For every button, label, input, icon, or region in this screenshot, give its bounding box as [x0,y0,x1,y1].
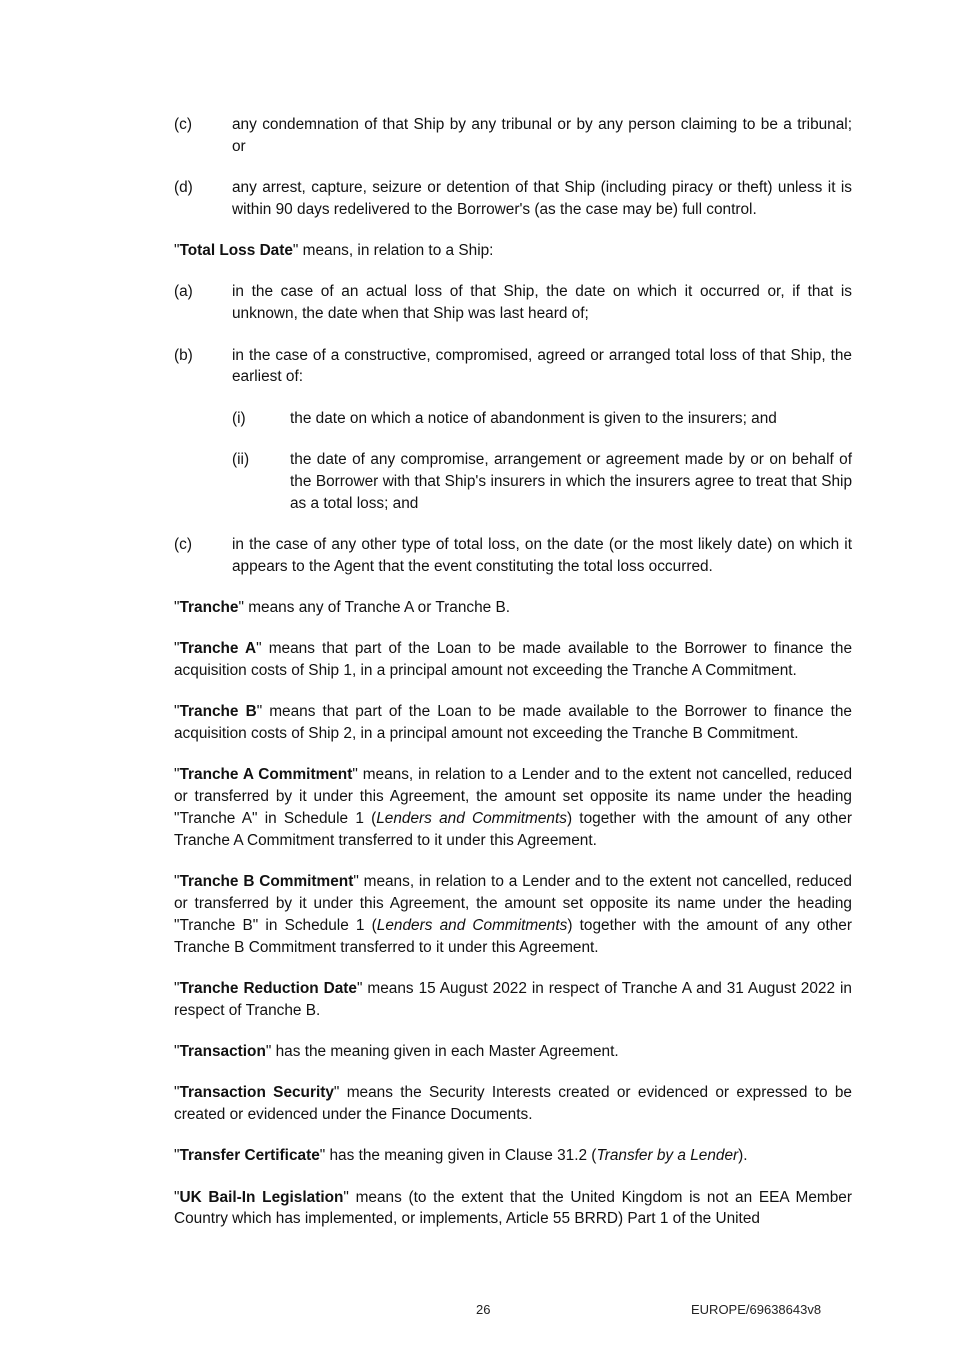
cross-reference: Lenders and Commitments [376,810,567,828]
definition-tranche-a-commitment: "Tranche A Commitment" means, in relation to a Lender and to the extent not cancelled, reduced or transferred by it under this Agreement, the amount set opposite its name under the heading "Tranche A" in Schedule 1 (Lenders and Commitments) together with the amount of any other Tranche A Commitment transferred to it under this Agreement. [174,766,852,849]
item-label: (a) [174,283,193,301]
defined-term: Transaction Security [179,1084,334,1102]
item-label: (d) [174,179,193,197]
definition-tranche-b: "Tranche B" means that part of the Loan to be made available to the Borrower to finance the acquisition costs of Ship 2, in a principal amount not exceeding the Tranche B Commitment. [174,703,852,743]
defined-term: Transfer Certificate [179,1147,320,1165]
document-body [174,114,852,1250]
item-label: (b) [174,346,193,364]
cross-reference: Transfer by a Lender [596,1147,739,1165]
list-item [174,281,852,325]
list-item [174,177,852,221]
definition-transaction: "Transaction" has the meaning given in each Master Agreement. [174,1042,619,1060]
item-text: the date on which a notice of abandonment is given to the insurers; and [290,409,777,427]
list-item [174,345,852,389]
defined-term: Tranche A [179,640,257,658]
sub-list-item [232,408,852,430]
defined-term: Tranche B Commitment [179,873,354,891]
item-text: in the case of an actual loss of that Ship, the date on which it occurred or, if that is unknown, the date when that Ship was last heard of; [232,283,852,323]
page-number: 26 [476,1302,491,1317]
list-item [174,534,852,578]
definition-tranche-a: "Tranche A" means that part of the Loan to be made available to the Borrower to finance the acquisition costs of Ship 1, in a principal amount not exceeding the Tranche A Commitment. [174,640,853,680]
item-label: (i) [232,409,246,427]
item-text: in the case of a constructive, compromised, agreed or arranged total loss of that Ship, the earliest of: [232,346,852,386]
item-label: (c) [174,116,192,133]
cross-reference: Lenders and Commitments [376,916,568,934]
defined-term: Tranche B [179,703,257,721]
item-label: (c) [174,535,192,553]
defined-term: Tranche Reduction Date [179,979,357,997]
item-label: (ii) [232,450,250,468]
definition-tranche-b-commitment: "Tranche B Commitment" means, in relation to a Lender and to the extent not cancelled, reduced or transferred by it under this Agreement, the amount set opposite its name under the heading "Tranche B" in Schedule 1 (Lenders and Commitments) together with the amount of any other Tranche B Commitment transferred to it under this Agreement. [174,873,852,956]
definition-transaction-security: "Transaction Security" means the Security Interests created or evidenced or expressed to be created or evidenced under the Finance Documents. [174,1084,852,1123]
list-item [174,114,852,158]
document-reference: EUROPE/69638643v8 [691,1302,822,1317]
definition-total-loss-date: "Total Loss Date" means, in relation to a Ship: [174,242,494,260]
definition-uk-bail-in-legislation: "UK Bail-In Legislation" means (to the extent that the United Kingdom is not an EEA Member Country which has implemented, or implements, Article 55 BRRD) Part 1 of the United [174,1188,852,1228]
sub-list-item [232,449,852,514]
defined-term: Transaction [179,1042,266,1060]
defined-term: Tranche [179,598,239,616]
item-text: in the case of any other type of total loss, on the date (or the most likely date) on which it appears to the Agent that the event constituting the total loss occurred. [232,535,852,575]
item-text: any condemnation of that Ship by any tribunal or by any person claiming to be a tribunal; or [232,116,852,155]
definition-tranche: "Tranche" means any of Tranche A or Tranche B. [174,598,511,616]
definition-transfer-certificate: "Transfer Certificate" has the meaning given in Clause 31.2 (Transfer by a Lender). [174,1147,748,1165]
defined-term: UK Bail-In Legislation [179,1188,344,1206]
defined-term: Total Loss Date [179,242,293,260]
defined-term: Tranche A Commitment [179,766,353,784]
definition-tranche-reduction-date: "Tranche Reduction Date" means 15 August 2022 in respect of Tranche A and 31 August 2022 in respect of Tranche B. [174,979,852,1019]
item-text: any arrest, capture, seizure or detention of that Ship (including piracy or theft) unless it is within 90 days redelivered to the Borrower's (as the case may be) full control. [232,179,852,218]
item-text: the date of any compromise, arrangement or agreement made by or on behalf of the Borrower with that Ship's insurers in which the insurers agree to treat that Ship as a total loss; and [290,450,852,512]
